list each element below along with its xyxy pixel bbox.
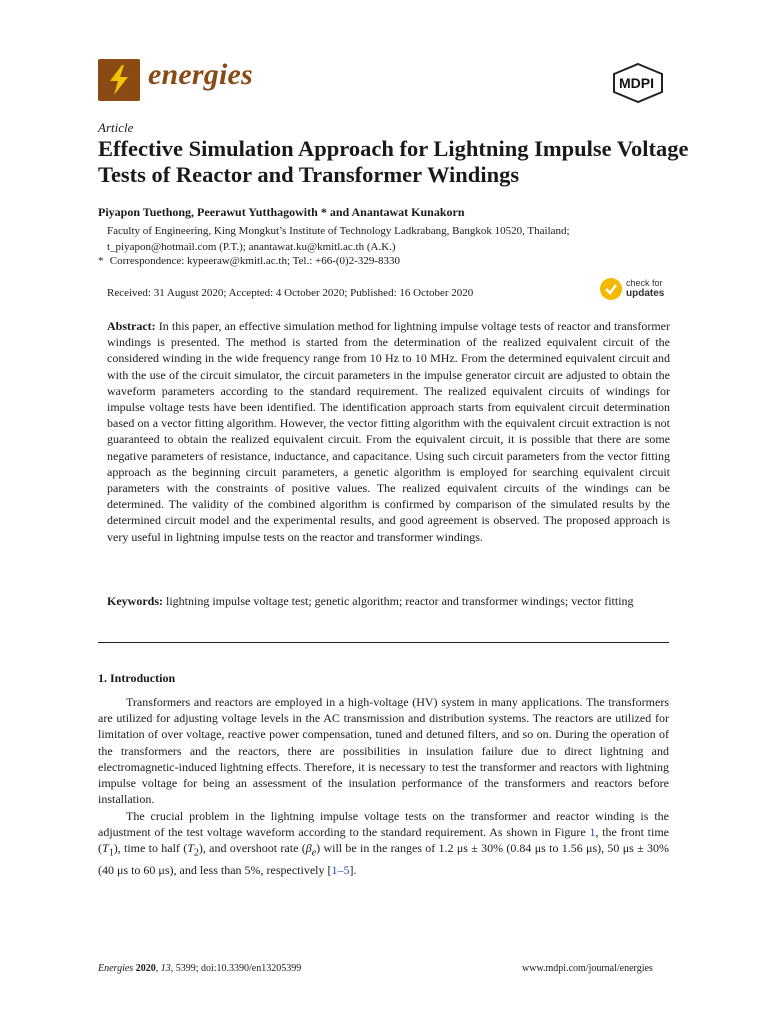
footer-volume: 13	[160, 963, 171, 974]
publication-dates: Received: 31 August 2020; Accepted: 4 October 2020; Published: 16 October 2020	[107, 287, 474, 299]
check-updates-line1: check for	[626, 278, 663, 288]
footer-citation: Energies 2020, 13, 5399; doi:10.3390/en13205399	[98, 963, 302, 974]
footer-year: 2020	[135, 963, 156, 974]
affiliation-emails: t_piyapon@hotmail.com (P.T.); anantawat.ku@kmitl.ac.th (A.K.)	[107, 240, 396, 253]
publisher-name: MDPI	[619, 75, 654, 91]
keywords-text: lightning impulse voltage test; genetic algorithm; reactor and transformer windings; vector fitting	[166, 594, 634, 608]
mdpi-logo	[610, 62, 666, 104]
text-run: The crucial problem in the lightning impulse voltage tests on the transformer and reactor winding is the adjustment of the test voltage waveform according to the standard requirement. As shown in Figure	[98, 809, 669, 840]
text-run: , the front time (	[98, 825, 669, 856]
check-for-updates-badge[interactable]	[600, 276, 680, 306]
journal-logo	[98, 59, 140, 101]
divider	[98, 642, 669, 643]
footer-url[interactable]: www.mdpi.com/journal/energies	[522, 963, 653, 974]
abstract	[107, 318, 670, 545]
intro-paragraph-1: Transformers and reactors are employed in a high-voltage (HV) system in many applications. The transformers are utilized for adjusting voltage levels in the AC transmission and distribution systems. The reactors are utilized for limitation of over voltage, reactive power compensation, tuned and detuned filters, and so on. During the operation of the transformers and the reactors, there are possibilities in insulation failure due to direct lightning and electromagnetic-induced lightning effects. Therefore, it is necessary to test the transformer and reactors with lightning impulse voltage for being an assessment of the insulation performance of the transformers and reactors before installation.	[98, 695, 669, 807]
symbol-t1: T	[102, 841, 109, 856]
abstract-text: In this paper, an effective simulation method for lightning impulse voltage tests of reactor and transformer windings is presented. The method is started from the determination of the realized equivalent circuit of the considered winding in the wide frequency range from 10 Hz to 10 MHz. From the determined equivalent circuit and with the use of the circuit simulator, the circuit parameters in the impulse generator circuit are adjusted to obtain the waveform parameters according to the standard requirement. The realized equivalent circuits of windings for impulse voltage tests have been identified. The identification approach starts from equivalent circuit determination based on a vector fitting algorithm. However, the vector fitting algorithm with the equivalent circuit extraction is not guaranteed to obtain the realized equivalent circuit. From the equivalent circuit, it is possible that there are some negative parameters of resistance, inductance, and capacitance. Using such circuit parameters from the vector fitting approach as the beginning circuit parameters, a genetic algorithm is employed for searching equivalent circuit parameters with the constraints of positive values. The realized equivalent circuits of the windings can be determined. The validity of the combined algorithm is confirmed by comparison of the simulated results by the determined circuit model and the experimental results, and good agreement is observed. The proposed approach is very useful in lightning impulse tests on the reactor and transformer windings.	[107, 319, 671, 544]
keywords	[107, 593, 670, 610]
subscript: e	[311, 847, 317, 859]
text-run: ) will be in the ranges of 1.2 μs ± 30% (0.84 μs to 1.56 μs), 50 μs ± 30% (40 μs to 60 μs), and less than 5%, respectively [	[98, 841, 670, 877]
correspondence-text: Correspondence: kypeeraw@kmitl.ac.th; Tel.: +66-(0)2-329-8330	[109, 255, 401, 267]
footer-journal: Energies	[98, 963, 134, 974]
affiliation	[107, 224, 697, 255]
symbol-t2: T	[187, 841, 194, 856]
citation-link[interactable]: 1–5	[331, 863, 350, 877]
section-heading: 1. Introduction	[98, 671, 176, 685]
authors: Piyapon Tuethong, Peerawut Yutthagowith * and Anantawat Kunakorn	[98, 205, 465, 219]
paper-title: Effective Simulation Approach for Lightning Impulse Voltage Tests of Reactor and Transformer Windings	[98, 136, 689, 187]
correspondence-star: *	[98, 255, 104, 267]
journal-name: energies	[148, 58, 253, 91]
text-run: ), and overshoot rate (	[198, 841, 306, 856]
affiliation-line: Faculty of Engineering, King Mongkut’s Institute of Technology Ladkrabang, Bangkok 10520, Thailand;	[107, 225, 570, 237]
article-type: Article	[98, 120, 134, 135]
symbol-beta: β	[305, 841, 312, 856]
check-updates-line2: updates	[626, 288, 665, 299]
figure-link[interactable]: 1	[589, 825, 596, 840]
subscript: 2	[193, 847, 199, 859]
lightning-bolt-icon	[98, 59, 140, 101]
text-run: ), time to half (	[113, 841, 188, 856]
text-run: ].	[349, 863, 357, 877]
keywords-label: Keywords:	[107, 594, 163, 608]
intro-paragraph-2	[98, 808, 669, 878]
abstract-label: Abstract:	[107, 319, 156, 333]
subscript: 1	[108, 847, 114, 859]
footer-doi: , 5399; doi:10.3390/en13205399	[170, 963, 302, 974]
correspondence	[98, 255, 400, 267]
check-icon	[600, 278, 622, 300]
